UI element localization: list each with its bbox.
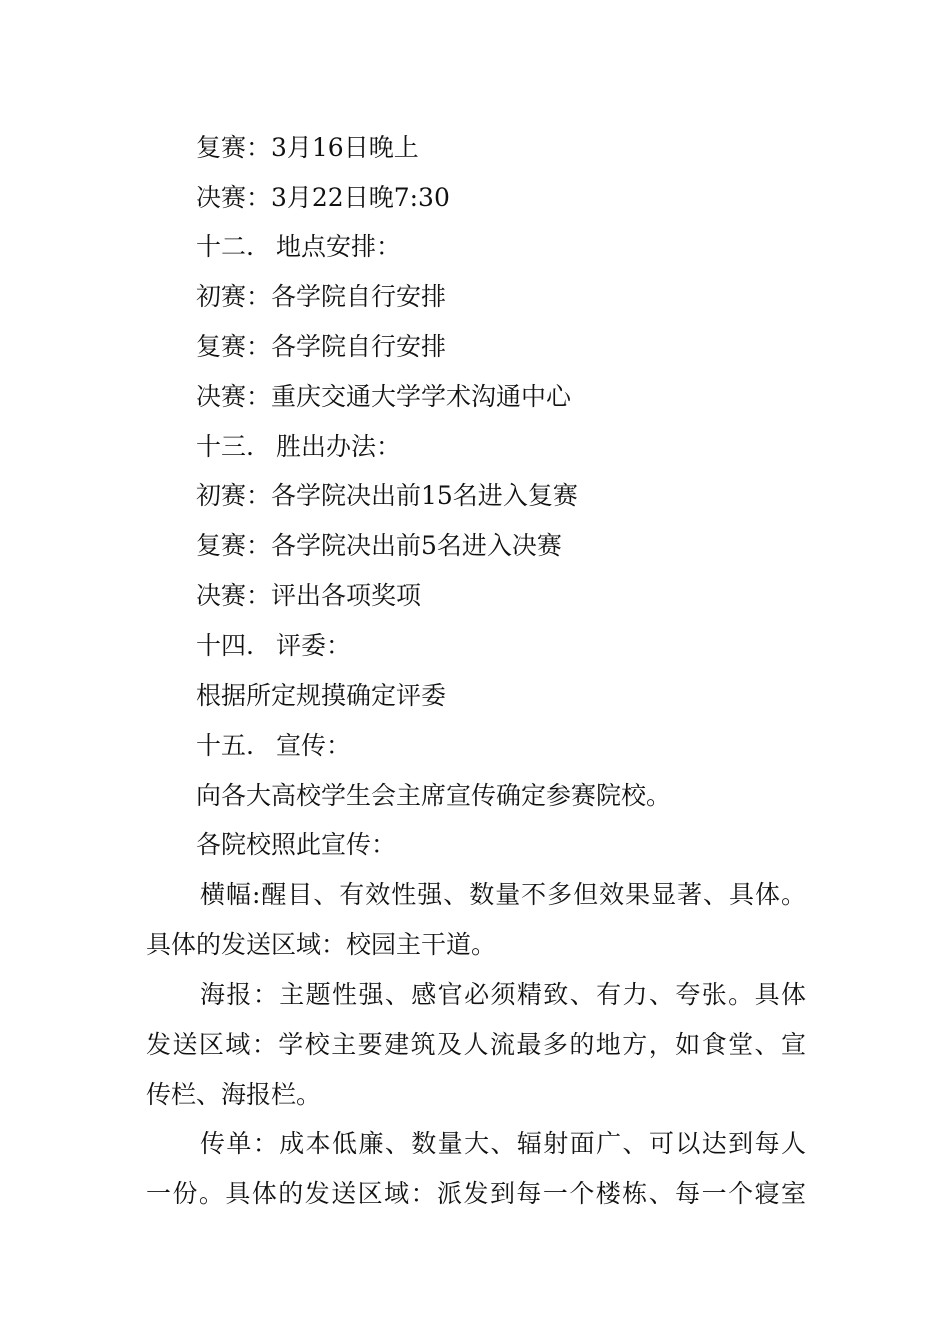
line-text: 传单：成本低廉、数量大、辐射面广、可以达到每人 bbox=[200, 1129, 806, 1158]
section-number: 十二. bbox=[196, 232, 254, 261]
line-text: 初赛：各学院决出前15名进入复赛 bbox=[196, 481, 578, 510]
section-number: 十五. bbox=[196, 731, 254, 760]
section-title: 胜出办法： bbox=[275, 432, 401, 461]
line-text: 初赛：各学院自行安排 bbox=[196, 282, 447, 311]
paragraph-line bbox=[146, 1030, 806, 1060]
section-title: 地点安排： bbox=[275, 232, 401, 261]
paragraph-line bbox=[146, 1080, 321, 1110]
section-heading bbox=[196, 232, 401, 262]
line-text: 复赛：3月16日晚上 bbox=[196, 133, 419, 162]
line-text: 各院校照此宣传： bbox=[196, 830, 397, 859]
line-text: 海报：主题性强、感官必须精致、有力、夸张。具体 bbox=[200, 980, 806, 1009]
text-line bbox=[196, 382, 571, 412]
text-line bbox=[196, 481, 578, 511]
line-text: 向各大高校学生会主席宣传确定参赛院校。 bbox=[196, 781, 672, 810]
section-title: 宣传： bbox=[275, 731, 351, 760]
section-heading bbox=[196, 731, 351, 761]
text-line bbox=[196, 581, 421, 611]
line-text: 发送区域：学校主要建筑及人流最多的地方，如食堂、宣 bbox=[146, 1030, 806, 1059]
line-text: 决赛：评出各项奖项 bbox=[196, 581, 422, 610]
text-line bbox=[196, 830, 396, 860]
line-text: 传栏、海报栏。 bbox=[146, 1080, 322, 1109]
section-title: 评委： bbox=[275, 631, 351, 660]
text-line bbox=[196, 133, 419, 163]
section-heading bbox=[196, 631, 351, 661]
section-number: 十四. bbox=[196, 631, 254, 660]
text-line bbox=[196, 531, 562, 561]
text-line bbox=[196, 332, 446, 362]
line-text: 决赛：重庆交通大学学术沟通中心 bbox=[196, 382, 572, 411]
paragraph-line bbox=[146, 930, 496, 960]
text-line bbox=[196, 282, 446, 312]
section-heading bbox=[196, 432, 401, 462]
section-number: 十三. bbox=[196, 432, 254, 461]
line-text: 复赛：各学院自行安排 bbox=[196, 332, 447, 361]
line-text: 一份。具体的发送区域：派发到每一个楼栋、每一个寝室 bbox=[146, 1179, 806, 1208]
paragraph-line bbox=[200, 980, 806, 1010]
paragraph-line bbox=[200, 1129, 806, 1159]
line-text: 根据所定规摸确定评委 bbox=[196, 681, 447, 710]
paragraph-line bbox=[146, 1179, 806, 1209]
text-line bbox=[196, 781, 671, 811]
line-text: 决赛：3月22日晚7:30 bbox=[196, 183, 450, 212]
line-text: 横幅:醒目、有效性强、数量不多但效果显著、具体。 bbox=[200, 880, 806, 909]
line-text: 复赛：各学院决出前5名进入决赛 bbox=[196, 531, 562, 560]
text-line bbox=[196, 183, 450, 213]
paragraph-line bbox=[200, 880, 806, 910]
line-text: 具体的发送区域：校园主干道。 bbox=[146, 930, 497, 959]
text-line bbox=[196, 681, 446, 711]
